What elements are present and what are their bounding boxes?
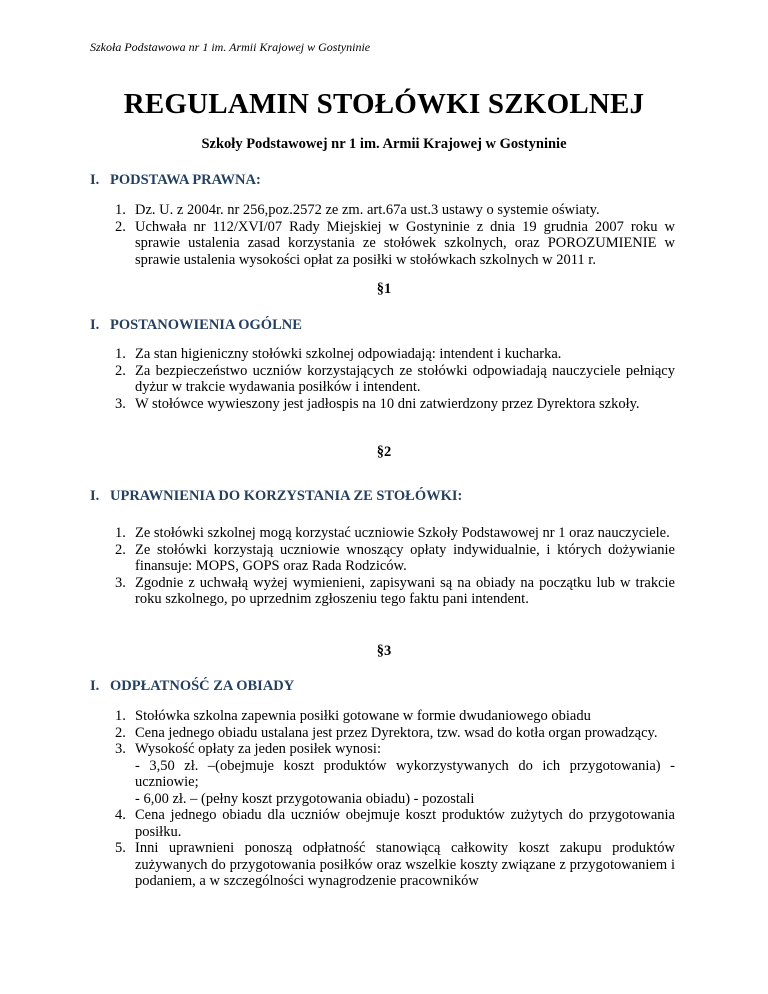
list-podstawa-prawna (115, 202, 675, 268)
section-heading-uprawnienia: I. UPRAWNIENIA DO KORZYSTANIA ZE STOŁÓWKI: (90, 488, 463, 504)
list-odplatnosc (115, 708, 675, 890)
list-uprawnienia (115, 525, 675, 608)
section-heading-podstawa-prawna: I. PODSTAWA PRAWNA: (90, 172, 261, 188)
list-item: 5. Inni uprawnieni ponoszą odpłatność stanowiącą całkowity koszt zakupu produktów zużywanych do przygotowania posiłków oraz wszelkie koszty związane z przygotowaniem i podaniem, a w szczególności wynagrodzenie pracowników (115, 840, 675, 889)
list-item: 3. Wysokość opłaty za jeden posiłek wynosi: (115, 741, 381, 757)
list-item: 3. W stołówce wywieszony jest jadłospis na 10 dni zatwierdzony przez Dyrektora szkoły. (115, 395, 640, 412)
document-subtitle: Szkoły Podstawowej nr 1 im. Armii Krajowej w Gostyninie (201, 136, 567, 152)
list-item: 4. Cena jednego obiadu dla uczniów obejmuje koszt produktów zużytych do przygotowania posiłku. (115, 807, 675, 840)
list-item: 3. Zgodnie z uchwałą wyżej wymienieni, zapisywani są na obiady na początku lub w trakcie roku szkolnego, po uprzednim zgłoszeniu tego faktu pani intendent. (115, 574, 675, 607)
list-postanowienia-ogolne (115, 346, 675, 412)
list-item: 1. Za stan higieniczny stołówki szkolnej odpowiadają: intendent i kucharka. (115, 346, 562, 362)
list-item: 2. Za bezpieczeństwo uczniów korzystających ze stołówki odpowiadają nauczyciele pełniący dyżur w trakcie wydawania posiłków i intendent. (115, 362, 675, 395)
list-item: - 6,00 zł. – (pełny koszt przygotowania obiadu) - pozostali (135, 790, 475, 807)
list-item: 1. Dz. U. z 2004r. nr 256,poz.2572 ze zm. art.67a ust.3 ustawy o systemie oświaty. (115, 202, 600, 218)
list-item: 2. Cena jednego obiadu ustalana jest przez Dyrektora, tzw. wsad do kotła organ prowadzący. (115, 724, 658, 741)
list-item: 1. Ze stołówki szkolnej mogą korzystać uczniowie Szkoły Podstawowej nr 1 oraz nauczyciele. (115, 525, 670, 541)
document-title: REGULAMIN STOŁÓWKI SZKOLNEJ (123, 88, 645, 120)
list-item: 1. Stołówka szkolna zapewnia posiłki gotowane w formie dwudaniowego obiadu (115, 708, 591, 724)
page-header: Szkoła Podstawowa nr 1 im. Armii Krajowej w Gostyninie (90, 40, 371, 54)
paragraph-sign-2: §2 (376, 444, 392, 460)
paragraph-sign-3: §3 (376, 643, 392, 659)
section-heading-odplatnosc: I. ODPŁATNOŚĆ ZA OBIADY (90, 678, 295, 694)
list-item: 2. Ze stołówki korzystają uczniowie wnoszący opłaty indywidualnie, i których dożywianie finansuje: MOPS, GOPS oraz Rada Rodziców. (115, 541, 675, 574)
list-item: - 3,50 zł. –(obejmuje koszt produktów wykorzystywanych do ich przygotowania) - uczniowie; (135, 757, 675, 790)
list-item: 2. Uchwała nr 112/XVI/07 Rady Miejskiej w Gostyninie z dnia 19 grudnia 2007 roku w sprawie ustalenia zasad korzystania ze stołówek szkolnych, oraz POROZUMIENIE w sprawie ustalenia wysokości opłat za posiłki w stołówkach szkolnych w 2011 r. (115, 218, 675, 268)
paragraph-sign-1: §1 (376, 281, 392, 297)
section-heading-postanowienia-ogolne: I. POSTANOWIENIA OGÓLNE (90, 317, 302, 333)
